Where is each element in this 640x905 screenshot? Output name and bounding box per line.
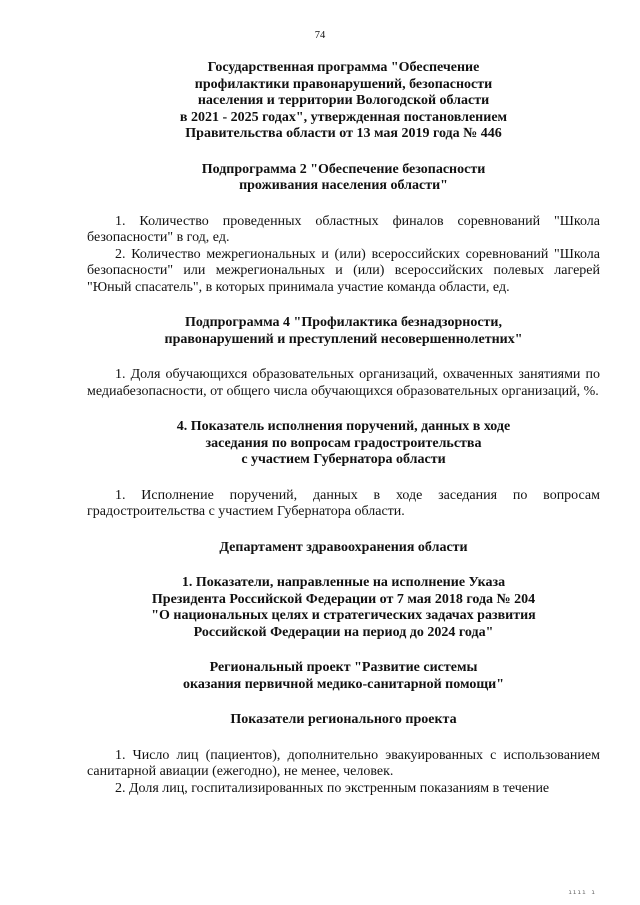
subprogram-4-item: 1. Доля обучающихся образовательных организаций, охваченных занятиями по медиабезопасности, от общего числа обучающихся образовательных организаций, %. bbox=[87, 367, 600, 399]
program-title-line: в 2021 - 2025 годах", утвержденная постановлением bbox=[179, 109, 508, 125]
spacer bbox=[87, 693, 600, 712]
subprogram-2-title-line: Подпрограмма 2 "Обеспечение безопасности bbox=[201, 161, 486, 177]
program-title-line: Правительства области от 13 мая 2019 года № 446 bbox=[185, 126, 502, 141]
decree-title-line: Президента Российской Федерации от 7 мая 2018 года № 204 bbox=[151, 591, 536, 607]
regional-indicators-title bbox=[87, 712, 600, 729]
indicator-4-title bbox=[87, 419, 600, 469]
spacer bbox=[87, 400, 600, 419]
subprogram-4-title-line: правонарушений и преступлений несовершеннолетних" bbox=[164, 331, 523, 347]
regional-project-title-line: Региональный проект "Развитие системы bbox=[209, 660, 478, 675]
decree-title-line: Российской Федерации на период до 2024 года" bbox=[193, 624, 494, 640]
subprogram-2-title-line: проживания населения области" bbox=[239, 178, 448, 193]
subprogram-2-title bbox=[87, 162, 600, 195]
regional-indicator-item: 1. Число лиц (пациентов), дополнительно эвакуированных с использованием санитарной авиации (ежегодно), не менее, человек. bbox=[87, 747, 600, 779]
regional-project-title-line: оказания первичной медико-санитарной помощи" bbox=[183, 676, 504, 692]
spacer bbox=[87, 556, 600, 575]
indicator-4-title-line: с участием Губернатора области bbox=[241, 452, 446, 467]
subprogram-4-title-line: Подпрограмма 4 "Профилактика безнадзорности, bbox=[185, 315, 502, 330]
document-body bbox=[87, 60, 600, 797]
department-title bbox=[87, 540, 600, 557]
program-title-line: населения и территории Вологодской области bbox=[197, 93, 490, 108]
page-number: 74 bbox=[314, 30, 326, 41]
spacer bbox=[87, 296, 600, 315]
subprogram-4-title bbox=[87, 315, 600, 348]
decree-title bbox=[87, 575, 600, 641]
indicator-4-title-line: заседания по вопросам градостроительства bbox=[205, 435, 482, 451]
decree-title-line: "О национальных целях и стратегических задачах развития bbox=[151, 608, 536, 623]
spacer bbox=[87, 729, 600, 748]
spacer bbox=[87, 641, 600, 660]
indicator-4-item: 1. Исполнение поручений, данных в ходе заседания по вопросам градостроительства с участием Губернатора области. bbox=[87, 487, 600, 519]
subprogram-2-item: 1. Количество проведенных областных финалов соревнований "Школа безопасности" в год, ед. bbox=[87, 213, 600, 245]
spacer bbox=[87, 195, 600, 214]
department-title-line: Департамент здравоохранения области bbox=[219, 539, 468, 555]
regional-indicators-title-line: Показатели регионального проекта bbox=[230, 712, 457, 727]
decree-title-line: 1. Показатели, направленные на исполнение Указа bbox=[181, 575, 506, 590]
spacer bbox=[87, 469, 600, 488]
subprogram-2-item: 2. Количество межрегиональных и (или) всероссийских соревнований "Школа безопасности" или межрегиональных и (или) всероссийских полевых лагерей "Юный спасатель", в которых принимала участие команда области, ед. bbox=[87, 246, 600, 295]
indicator-4-title-line: 4. Показатель исполнения поручений, данных в ходе bbox=[176, 419, 511, 434]
spacer bbox=[87, 521, 600, 540]
regional-project-title bbox=[87, 660, 600, 693]
regional-indicator-item: 2. Доля лиц, госпитализированных по экстренным показаниям в течение bbox=[115, 780, 550, 796]
program-title-line: Государственная программа "Обеспечение bbox=[207, 60, 480, 75]
spacer bbox=[87, 143, 600, 162]
spacer bbox=[87, 348, 600, 367]
program-title-line: профилактики правонарушений, безопасности bbox=[194, 76, 493, 92]
scan-mark: ıııı ı bbox=[568, 889, 596, 896]
program-title bbox=[87, 60, 600, 143]
